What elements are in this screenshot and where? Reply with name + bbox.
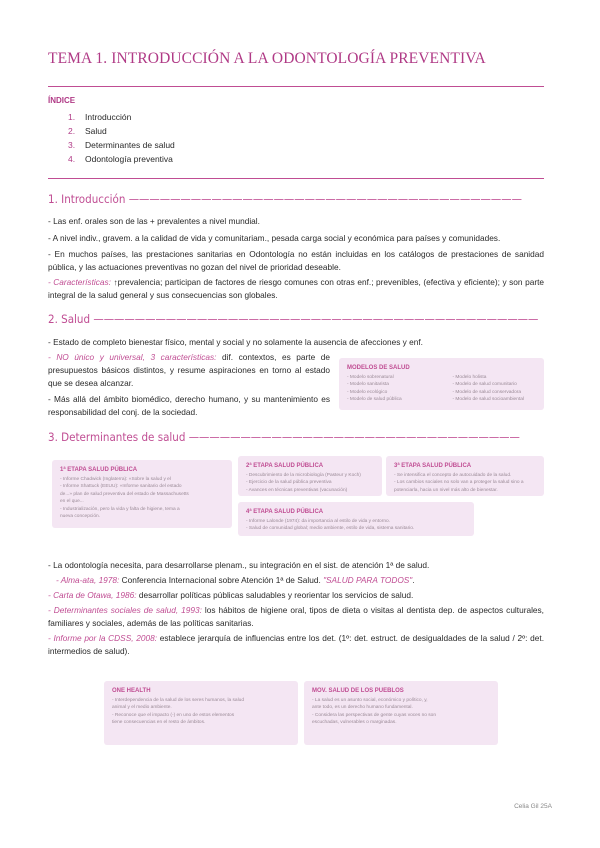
section-heading-salud: 2. Salud ——————————————————————————————————————————— (48, 312, 539, 326)
one-health-box: ONE HEALTH - Interdependencia de la salud de los seres humanos, la salud animal y el medio ambiente. - Reconoce que el impacto (-) en uno de estos elementos tiene consecuencias en el resto de ámbitos. (104, 681, 298, 745)
etapa-2-box: 2ª ETAPA SALUD PÚBLICA - Descubrimiento de la microbiología (Pasteur y Koch) - Ejercicio de la salud pública preventiva - Avances en técnicas preventivas (vacunación) (238, 456, 382, 496)
odonto-p4: - Determinantes sociales de salud, 1993: los hábitos de higiene oral, tipos de dieta o visitas al dentista dep. de aspectos culturales, familiares y sociales, además de las políticas sanitarias. (48, 605, 544, 629)
intro-p2: - A nivel indiv., gravem. a la calidad de vida y comunitariam., pesada carga social y económica para países y comunidades. (48, 233, 501, 243)
index-item[interactable]: 4. Odontología preventiva (68, 154, 173, 164)
salud-p1: - Estado de completo bienestar físico, mental y social y no solamente la ausencia de afecciones y enf. (48, 337, 423, 347)
odonto-p5: - Informe por la CDSS, 2008: establece jerarquía de influencias entre los det. (1º: det. estruct. de desigualdades de la salud / 2º: det. intermedios de salud). (48, 633, 544, 657)
etapa-1-box: 1ª ETAPA SALUD PÚBLICA - Informe Chadwick (Inglaterra): «Sobre la salud y el - Informe Shattuck (EEUU): «Informe sanitario del estado de...» plan de salud preventiva del estado de Massachusetts en el que... - Industrialización, pero la vida y falta de higiene, tema a nueva concepción. (52, 460, 232, 528)
salud-p2: - NO único y universal, 3 características: dif. contextos, es parte de presupuestos básicos distintos, y resume aspiraciones en torno al estado que se desea alcanzar. (48, 352, 330, 389)
etapa-4-box: 4ª ETAPA SALUD PÚBLICA - Informe Lalonde (1974): da importancia al estilo de vida y entorno. - Salud de comunidad global; medio ambiente, estilo de vida, sistema sanitario. (238, 502, 474, 536)
etapa-3-box: 3ª ETAPA SALUD PÚBLICA - Se intensifica el concepto de autocuidado de la salud. - Los cambios sociales no solo van a proteger la salud sino a potenciarla, hacia un nivel más alto de bienestar. (386, 456, 544, 496)
section-heading-introduccion: 1. Introducción —————————————————————————————————————— (48, 192, 522, 206)
odonto-p1: - La odontología necesita, para desarrollarse plenam., su integración en el sist. de atención 1ª de salud. (48, 560, 430, 570)
odonto-p3: - Carta de Otawa, 1986: desarrollar políticas públicas saludables y reorientar los servicios de salud. (48, 590, 414, 600)
odonto-p2: - Alma-ata, 1978: Conferencia Internacional sobre Atención 1ª de Salud. "SALUD PARA TODOS". (56, 575, 415, 585)
title-divider (48, 86, 544, 87)
index-list (68, 110, 175, 166)
intro-p1: - Las enf. orales son de las + prevalentes a nivel mundial. (48, 216, 260, 226)
salud-p3: - Más allá del ámbito biomédico, derecho humano, y su mantenimiento es responsabilidad del conj. de la sociedad. (48, 394, 330, 418)
index-item[interactable]: 3. Determinantes de salud (68, 140, 175, 150)
index-divider (48, 178, 544, 179)
index-item[interactable]: 1. Introducción (68, 112, 132, 122)
index-item[interactable]: 2. Salud (68, 126, 107, 136)
footer-author: Celia Gil 25A (514, 803, 552, 810)
modelos-salud-box: MODELOS DE SALUD - Modelo sobrenatural - Modelo sanitarista - Modelo ecológico - Modelo de salud pública - Modelo holista - Modelo de salud comunitario - Modelo de salud conservadora - Modelo de salud socioambiental (339, 358, 544, 410)
intro-p3: - En muchos países, las prestaciones sanitarias en Odontología no están incluidas en los catálogos de prestaciones de sanidad pública, y las actuaciones preventivas no gozan del nivel de prioridad deseable. (48, 249, 544, 273)
mov-salud-pueblos-box: MOV. SALUD DE LOS PUEBLOS - La salud es un asunto social, económico y político, y, ante todo, es un derecho humano fundamental. - Considera las perspectivas de gente cuyas voces no son escuchadas, vulnerables o marginadas. (304, 681, 498, 745)
page-title: TEMA 1. INTRODUCCIÓN A LA ODONTOLOGÍA PREVENTIVA (48, 50, 486, 67)
intro-p4: - Características: ↑prevalencia; participan de factores de riesgo comunes con otras enf.; prevenibles, (efectiva y eficiente); y son parte integral de la salud general y sus consecuencias son globales. (48, 277, 544, 301)
index-heading: ÍNDICE (48, 96, 76, 105)
section-heading-determinantes: 3. Determinantes de salud ———————————————————————————————— (48, 430, 520, 444)
